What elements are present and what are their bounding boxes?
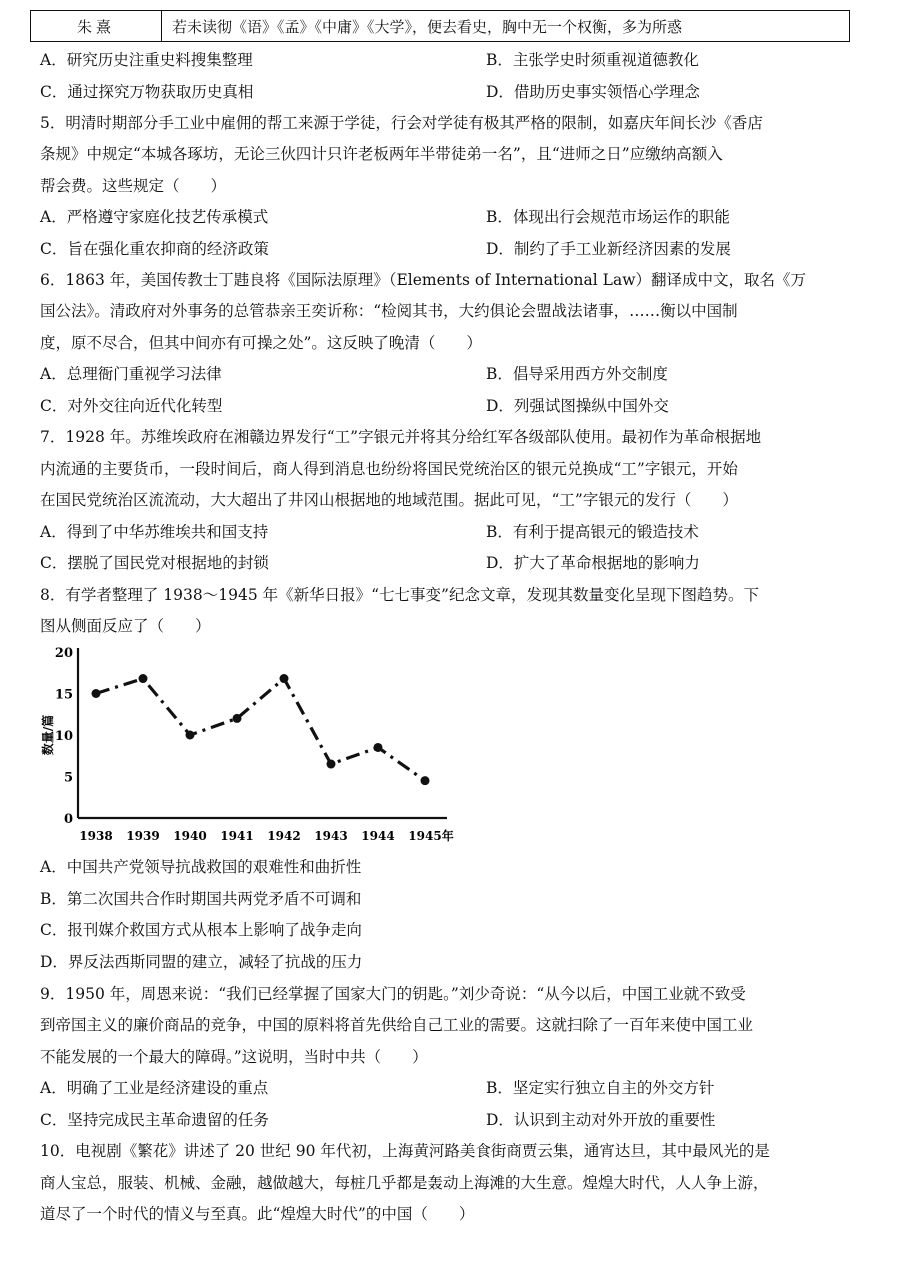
- chart-x-tick-label: 1940: [173, 829, 207, 843]
- q8-option-b[interactable]: B．第二次国共合作时期国共两党矛盾不可调和: [40, 890, 362, 908]
- quote-table: [30, 10, 850, 42]
- chart-x-tick-label: 1939: [126, 829, 160, 843]
- q4-option-a[interactable]: A．研究历史注重史料搜集整理: [40, 51, 253, 69]
- q7-stem-line-2: 内流通的主要货币，一段时间后，商人得到消息也纷纷将国民党统治区的银元兑换成“工”字银元，开始: [40, 460, 738, 478]
- q6-option-row-2: [40, 396, 860, 416]
- chart-x-tick-label: 1941: [220, 829, 254, 843]
- q6-stem-line-3: 度，原不尽合，但其中间亦有可操之处”。这反映了晚清（ ）: [40, 334, 482, 352]
- quote-author: 朱熹: [31, 11, 162, 42]
- q8-stem-line-2: 图从侧面反应了（ ）: [40, 617, 211, 635]
- chart-x-tick-label: 1945年: [408, 829, 454, 843]
- chart-x-tick-label: 1938: [79, 829, 113, 843]
- chart-x-tick-label: 1943: [314, 829, 348, 843]
- chart-x-tick-label: 1944: [361, 829, 395, 843]
- articles-line-chart: [40, 640, 460, 855]
- q9-stem-line-1: 9．1950 年，周恩来说：“我们已经掌握了国家大门的钥匙。”刘少奇说：“从今以后，中国工业就不致受: [40, 985, 746, 1003]
- q9-option-a[interactable]: A．明确了工业是经济建设的重点: [40, 1079, 269, 1097]
- chart-y-tick-label: 10: [54, 729, 73, 744]
- q7-option-a[interactable]: A．得到了中华苏维埃共和国支持: [40, 523, 269, 541]
- q6-option-a[interactable]: A．总理衙门重视学习法律: [40, 365, 222, 383]
- q5-option-row-1: [40, 207, 860, 227]
- q6-stem-line-2: 国公法》。清政府对外事务的总管恭亲王奕䜣称：“检阅其书，大约俱论会盟战法诸事，……衡以中国制: [40, 302, 738, 320]
- q5-stem-line-1: 5．明清时期部分手工业中雇佣的帮工来源于学徒，行会对学徒有极其严格的限制，如嘉庆年间长沙《香店: [40, 114, 763, 132]
- q10-stem-line-2: 商人宝总，服装、机械、金融，越做越大，每桩几乎都是轰动上海滩的大生意。煌煌大时代，人人争上游，: [40, 1174, 769, 1192]
- q9-option-d[interactable]: D．认识到主动对外开放的重要性: [486, 1111, 716, 1129]
- q6-option-d[interactable]: D．列强试图操纵中国外交: [486, 397, 669, 415]
- q8-option-d[interactable]: D．界反法西斯同盟的建立，减轻了抗战的压力: [40, 953, 363, 971]
- q10-stem-line-1: 10．电视剧《繁花》讲述了 20 世纪 90 年代初，上海黄河路美食街商贾云集，通宵达旦，其中最风光的是: [40, 1142, 770, 1160]
- q7-option-c[interactable]: C．摆脱了国民党对根据地的封锁: [40, 554, 269, 572]
- q7-option-row-1: [40, 522, 860, 542]
- q4-option-c[interactable]: C．通过探究万物获取历史真相: [40, 83, 254, 101]
- q4-option-d[interactable]: D．借助历史事实领悟心学理念: [486, 83, 700, 101]
- chart-y-tick-label: 15: [54, 687, 73, 703]
- chart-data-point: [327, 760, 336, 769]
- q9-stem-line-3: 不能发展的一个最大的障碍。”这说明，当时中共（ ）: [40, 1048, 428, 1066]
- q9-stem-line-2: 到帝国主义的廉价商品的竞争，中国的原料将首先供给自己工业的需要。这就扫除了一百年来使中国工业: [40, 1016, 754, 1034]
- q9-option-row-1: [40, 1078, 860, 1098]
- q5-stem-line-2: 条规》中规定“本城各琢坊，无论三伙四计只许老板两年半带徒弟一名”，且“进师之日”应缴纳高额入: [40, 145, 723, 163]
- chart-data-point: [186, 731, 195, 740]
- quote-text: 若未读彻《语》《孟》《中庸》《大学》，便去看史，胸中无一个权衡，多为所惑: [162, 11, 850, 42]
- q7-stem-line-3: 在国民党统治区流流动，大大超出了井冈山根据地的地域范围。据此可见，“工”字银元的发行（ ）: [40, 491, 738, 509]
- q8-stem-line-1: 8．有学者整理了 1938～1945 年《新华日报》“七七事变”纪念文章，发现其数量变化呈现下图趋势。下: [40, 586, 759, 604]
- q9-option-c[interactable]: C．坚持完成民主革命遗留的任务: [40, 1111, 269, 1129]
- chart-x-tick-label: 1942: [267, 829, 301, 843]
- chart-data-point: [92, 689, 101, 698]
- q4-option-b[interactable]: B．主张学史时须重视道德教化: [486, 51, 699, 69]
- q5-option-d[interactable]: D．制约了手工业新经济因素的发展: [486, 240, 731, 258]
- q9-option-row-2: [40, 1110, 860, 1130]
- chart-data-point: [139, 674, 148, 683]
- q5-option-row-2: [40, 239, 860, 259]
- q6-option-b[interactable]: B．倡导采用西方外交制度: [486, 365, 668, 383]
- chart-y-axis-label: 数量/篇: [41, 714, 55, 756]
- q7-stem-line-1: 7．1928 年。苏维埃政府在湘赣边界发行“工”字银元并将其分给红军各级部队使用。最初作为革命根据地: [40, 428, 762, 446]
- quote-row: [31, 11, 850, 42]
- q4-option-row-1: [40, 50, 860, 70]
- q7-option-row-2: [40, 553, 860, 573]
- q4-option-row-2: [40, 82, 860, 102]
- chart-series-line: [96, 679, 425, 781]
- q6-option-c[interactable]: C．对外交往向近代化转型: [40, 397, 223, 415]
- chart-y-tick-label: 5: [63, 770, 73, 786]
- q8-option-a[interactable]: A．中国共产党领导抗战救国的艰难性和曲折性: [40, 858, 362, 876]
- q8-option-c[interactable]: C．报刊媒介救国方式从根本上影响了战争走向: [40, 921, 362, 939]
- chart-data-point: [421, 776, 430, 785]
- q7-option-d[interactable]: D．扩大了革命根据地的影响力: [486, 554, 700, 572]
- q5-option-c[interactable]: C．旨在强化重农抑商的经济政策: [40, 240, 269, 258]
- q5-option-b[interactable]: B．体现出行会规范市场运作的职能: [486, 208, 730, 226]
- q10-stem-line-3: 道尽了一个时代的情义与至真。此“煌煌大时代”的中国（ ）: [40, 1205, 475, 1223]
- chart-y-tick-label: 20: [54, 646, 73, 661]
- q9-option-b[interactable]: B．坚定实行独立自主的外交方针: [486, 1079, 715, 1097]
- chart-data-point: [280, 674, 289, 683]
- q6-option-row-1: [40, 364, 860, 384]
- chart-y-tick-label: 0: [63, 812, 73, 827]
- q6-stem-line-1: 6．1863 年，美国传教士丁韪良将《国际法原理》（Elements of International Law）翻译成中文，取名《万: [40, 271, 806, 289]
- q7-option-b[interactable]: B．有利于提高银元的锻造技术: [486, 523, 699, 541]
- chart-data-point: [374, 743, 383, 752]
- q5-option-a[interactable]: A．严格遵守家庭化技艺传承模式: [40, 208, 269, 226]
- chart-data-point: [233, 714, 242, 723]
- q5-stem-line-3: 帮会费。这些规定（ ）: [40, 177, 227, 195]
